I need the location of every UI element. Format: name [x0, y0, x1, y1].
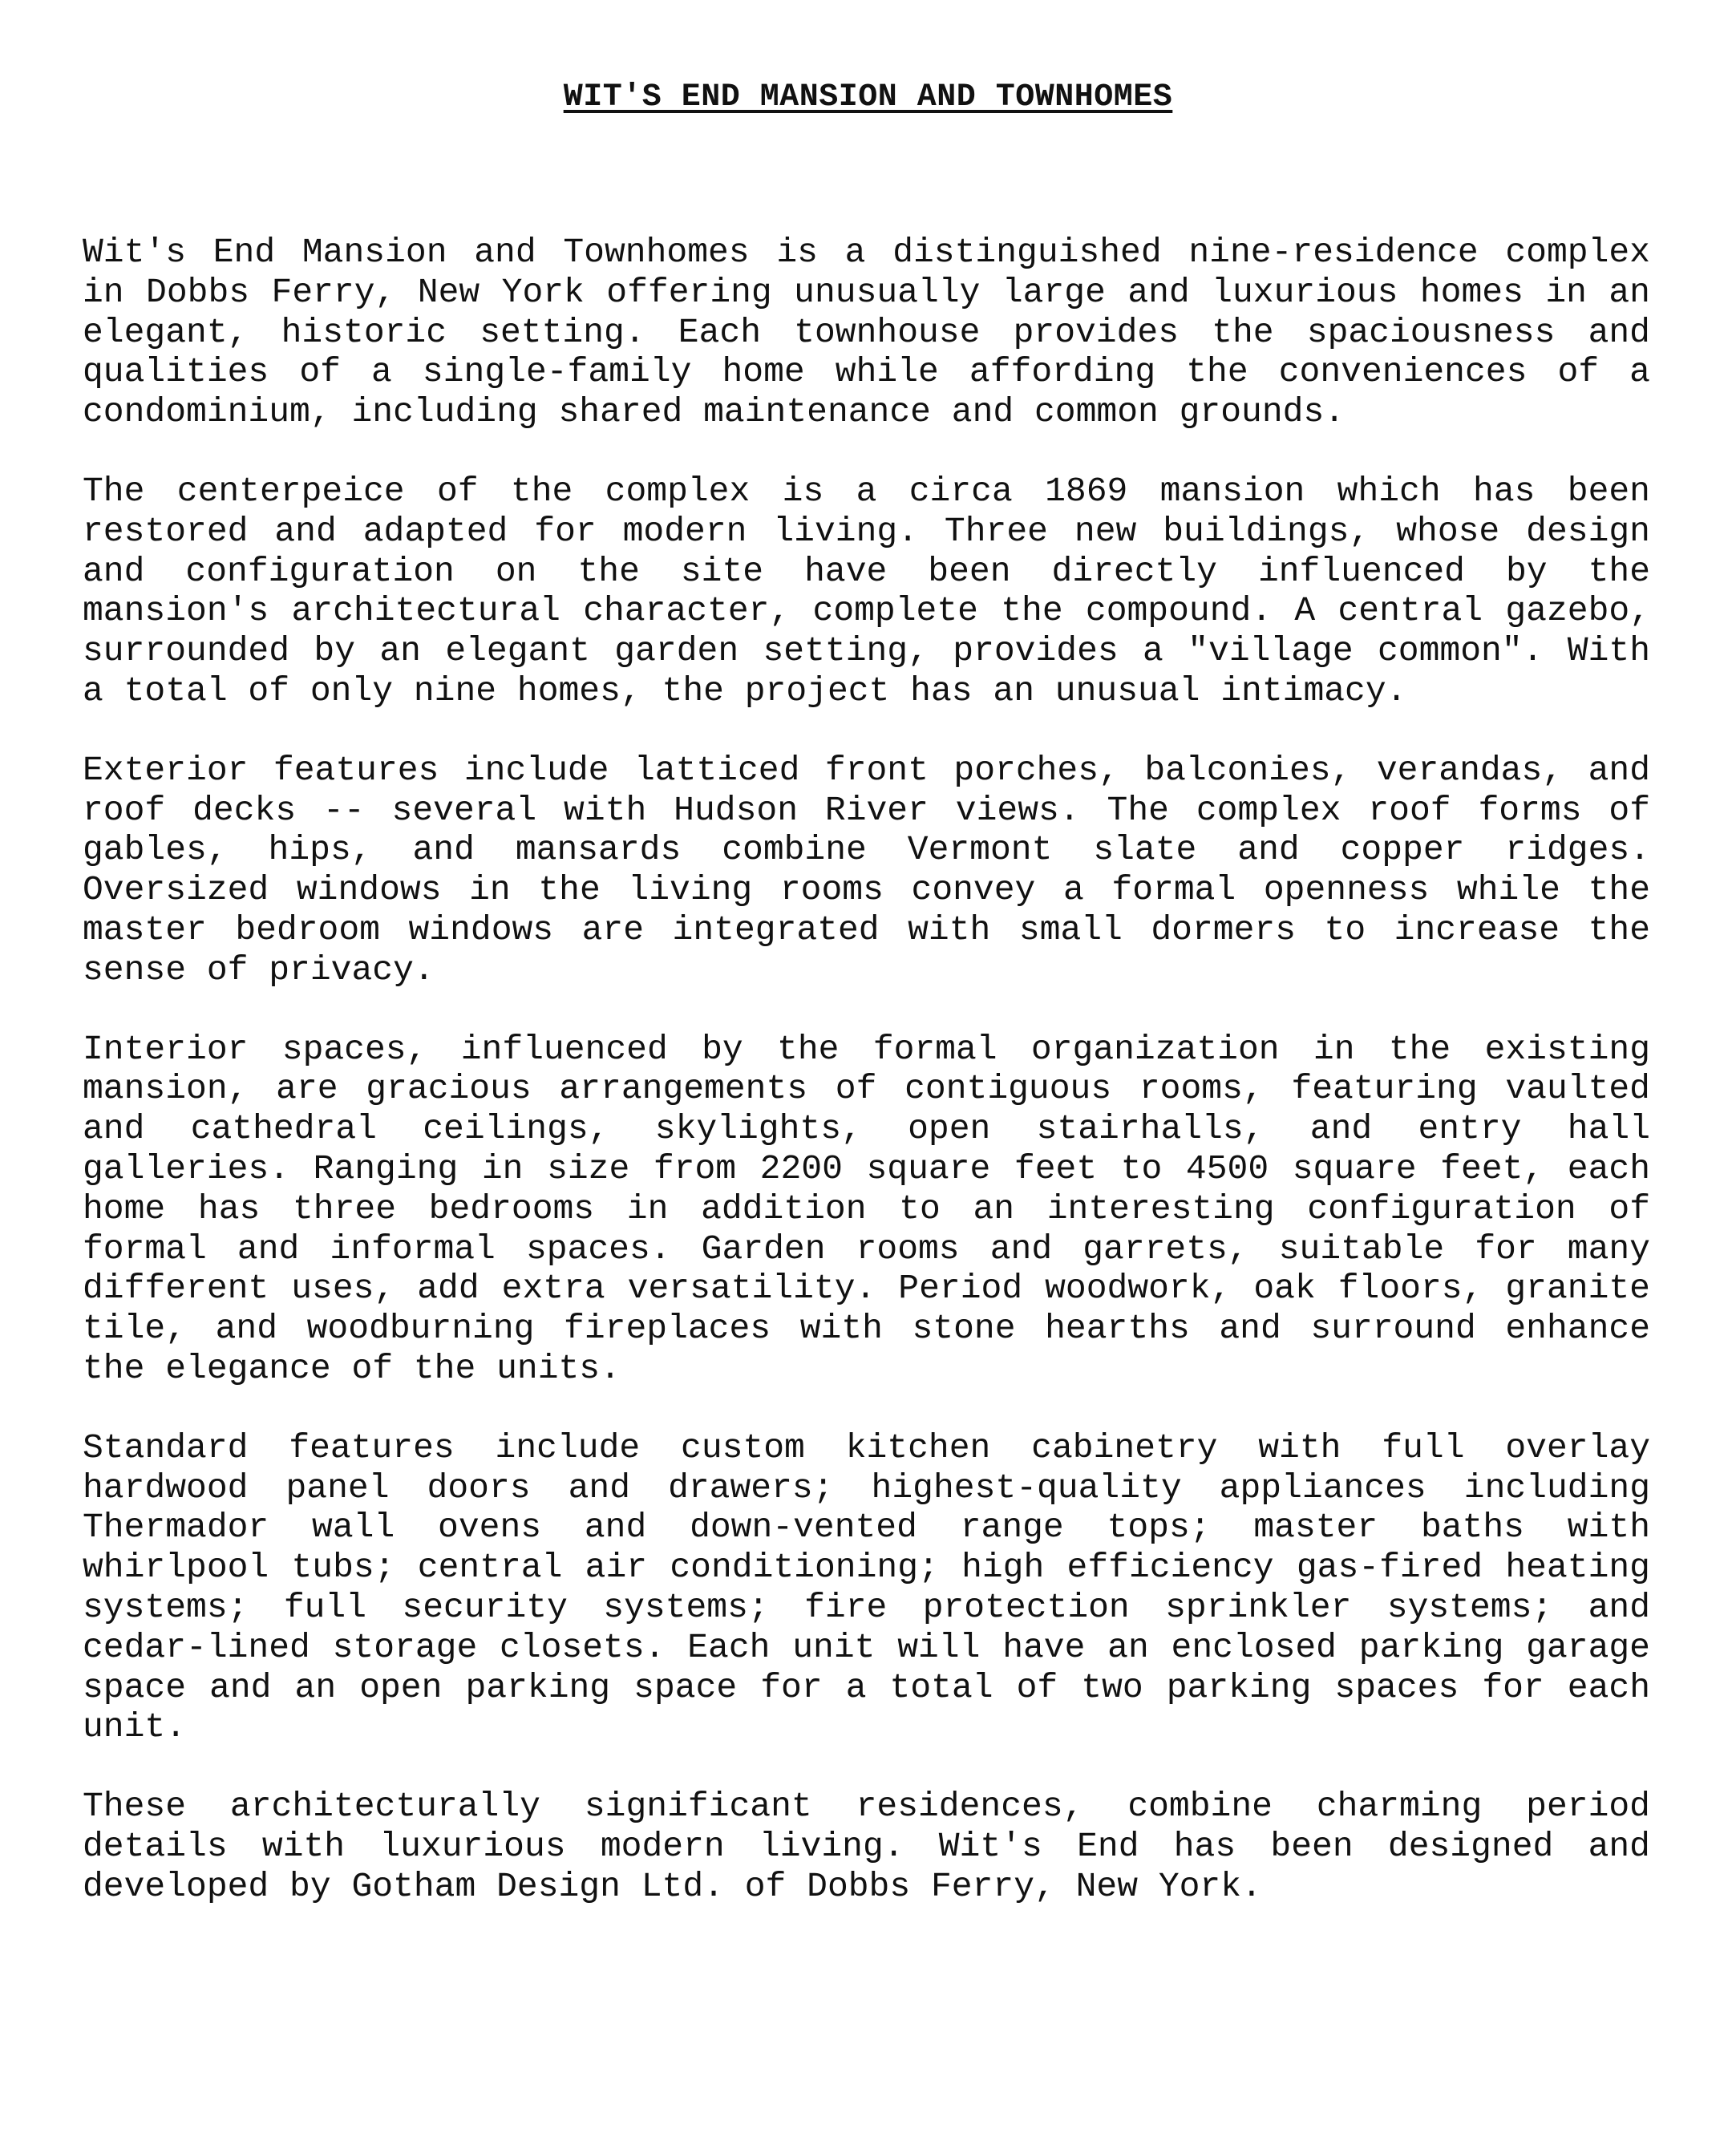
page-title: WIT'S END MANSION AND TOWNHOMES [563, 79, 1173, 115]
document-body [83, 233, 1650, 1906]
paragraph-introduction: Wit's End Mansion and Townhomes is a distinguished nine-residence complex in Dobbs Ferry, New York offering unusually large and luxurious homes in an elegant, historic setting. Each townhouse provides the spaciousness and qualities of a single-family home while affording the conveniences of a condominium, including shared maintenance and common grounds. [83, 233, 1650, 432]
paragraph-standard-features: Standard features include custom kitchen cabinetry with full overlay hardwood panel doors and drawers; highest-quality appliances including Thermador wall ovens and down-vented range tops; master baths with whirlpool tubs; central air conditioning; high efficiency gas-fired heating systems; full security systems; fire protection sprinkler systems; and cedar-lined storage closets. Each unit will have an enclosed parking garage space and an open parking space for a total of two parking spaces for each unit. [83, 1427, 1650, 1747]
paragraph-interior-spaces: Interior spaces, influenced by the formal organization in the existing mansion, are gracious arrangements of contiguous rooms, featuring vaulted and cathedral ceilings, skylights, open stairhalls, and entry hall galleries. Ranging in size from 2200 square feet to 4500 square feet, each home has three bedrooms in addition to an interesting configuration of formal and informal spaces. Garden rooms and garrets, suitable for many different uses, add extra versatility. Period woodwork, oak floors, granite tile, and woodburning fireplaces with stone hearths and surround enhance the elegance of the units. [83, 1029, 1650, 1388]
paragraph-exterior-features: Exterior features include latticed front porches, balconies, verandas, and roof decks -- several with Hudson River views. The complex roof forms of gables, hips, and mansards combine Vermont slate and copper ridges. Oversized windows in the living rooms convey a formal openness while the master bedroom windows are integrated with small dormers to increase the sense of privacy. [83, 750, 1650, 990]
paragraph-centerpiece: The centerpeice of the complex is a circa 1869 mansion which has been restored and adapted for modern living. Three new buildings, whose design and configuration on the site have been directly influenced by the mansion's architectural character, complete the compound. A central gazebo, surrounded by an elegant garden setting, provides a "village common". With a total of only nine homes, the project has an unusual intimacy. [83, 471, 1650, 710]
paragraph-closing: These architecturally significant residences, combine charming period details with luxurious modern living. Wit's End has been designed and developed by Gotham Design Ltd. of Dobbs Ferry, New York. [83, 1787, 1650, 1906]
